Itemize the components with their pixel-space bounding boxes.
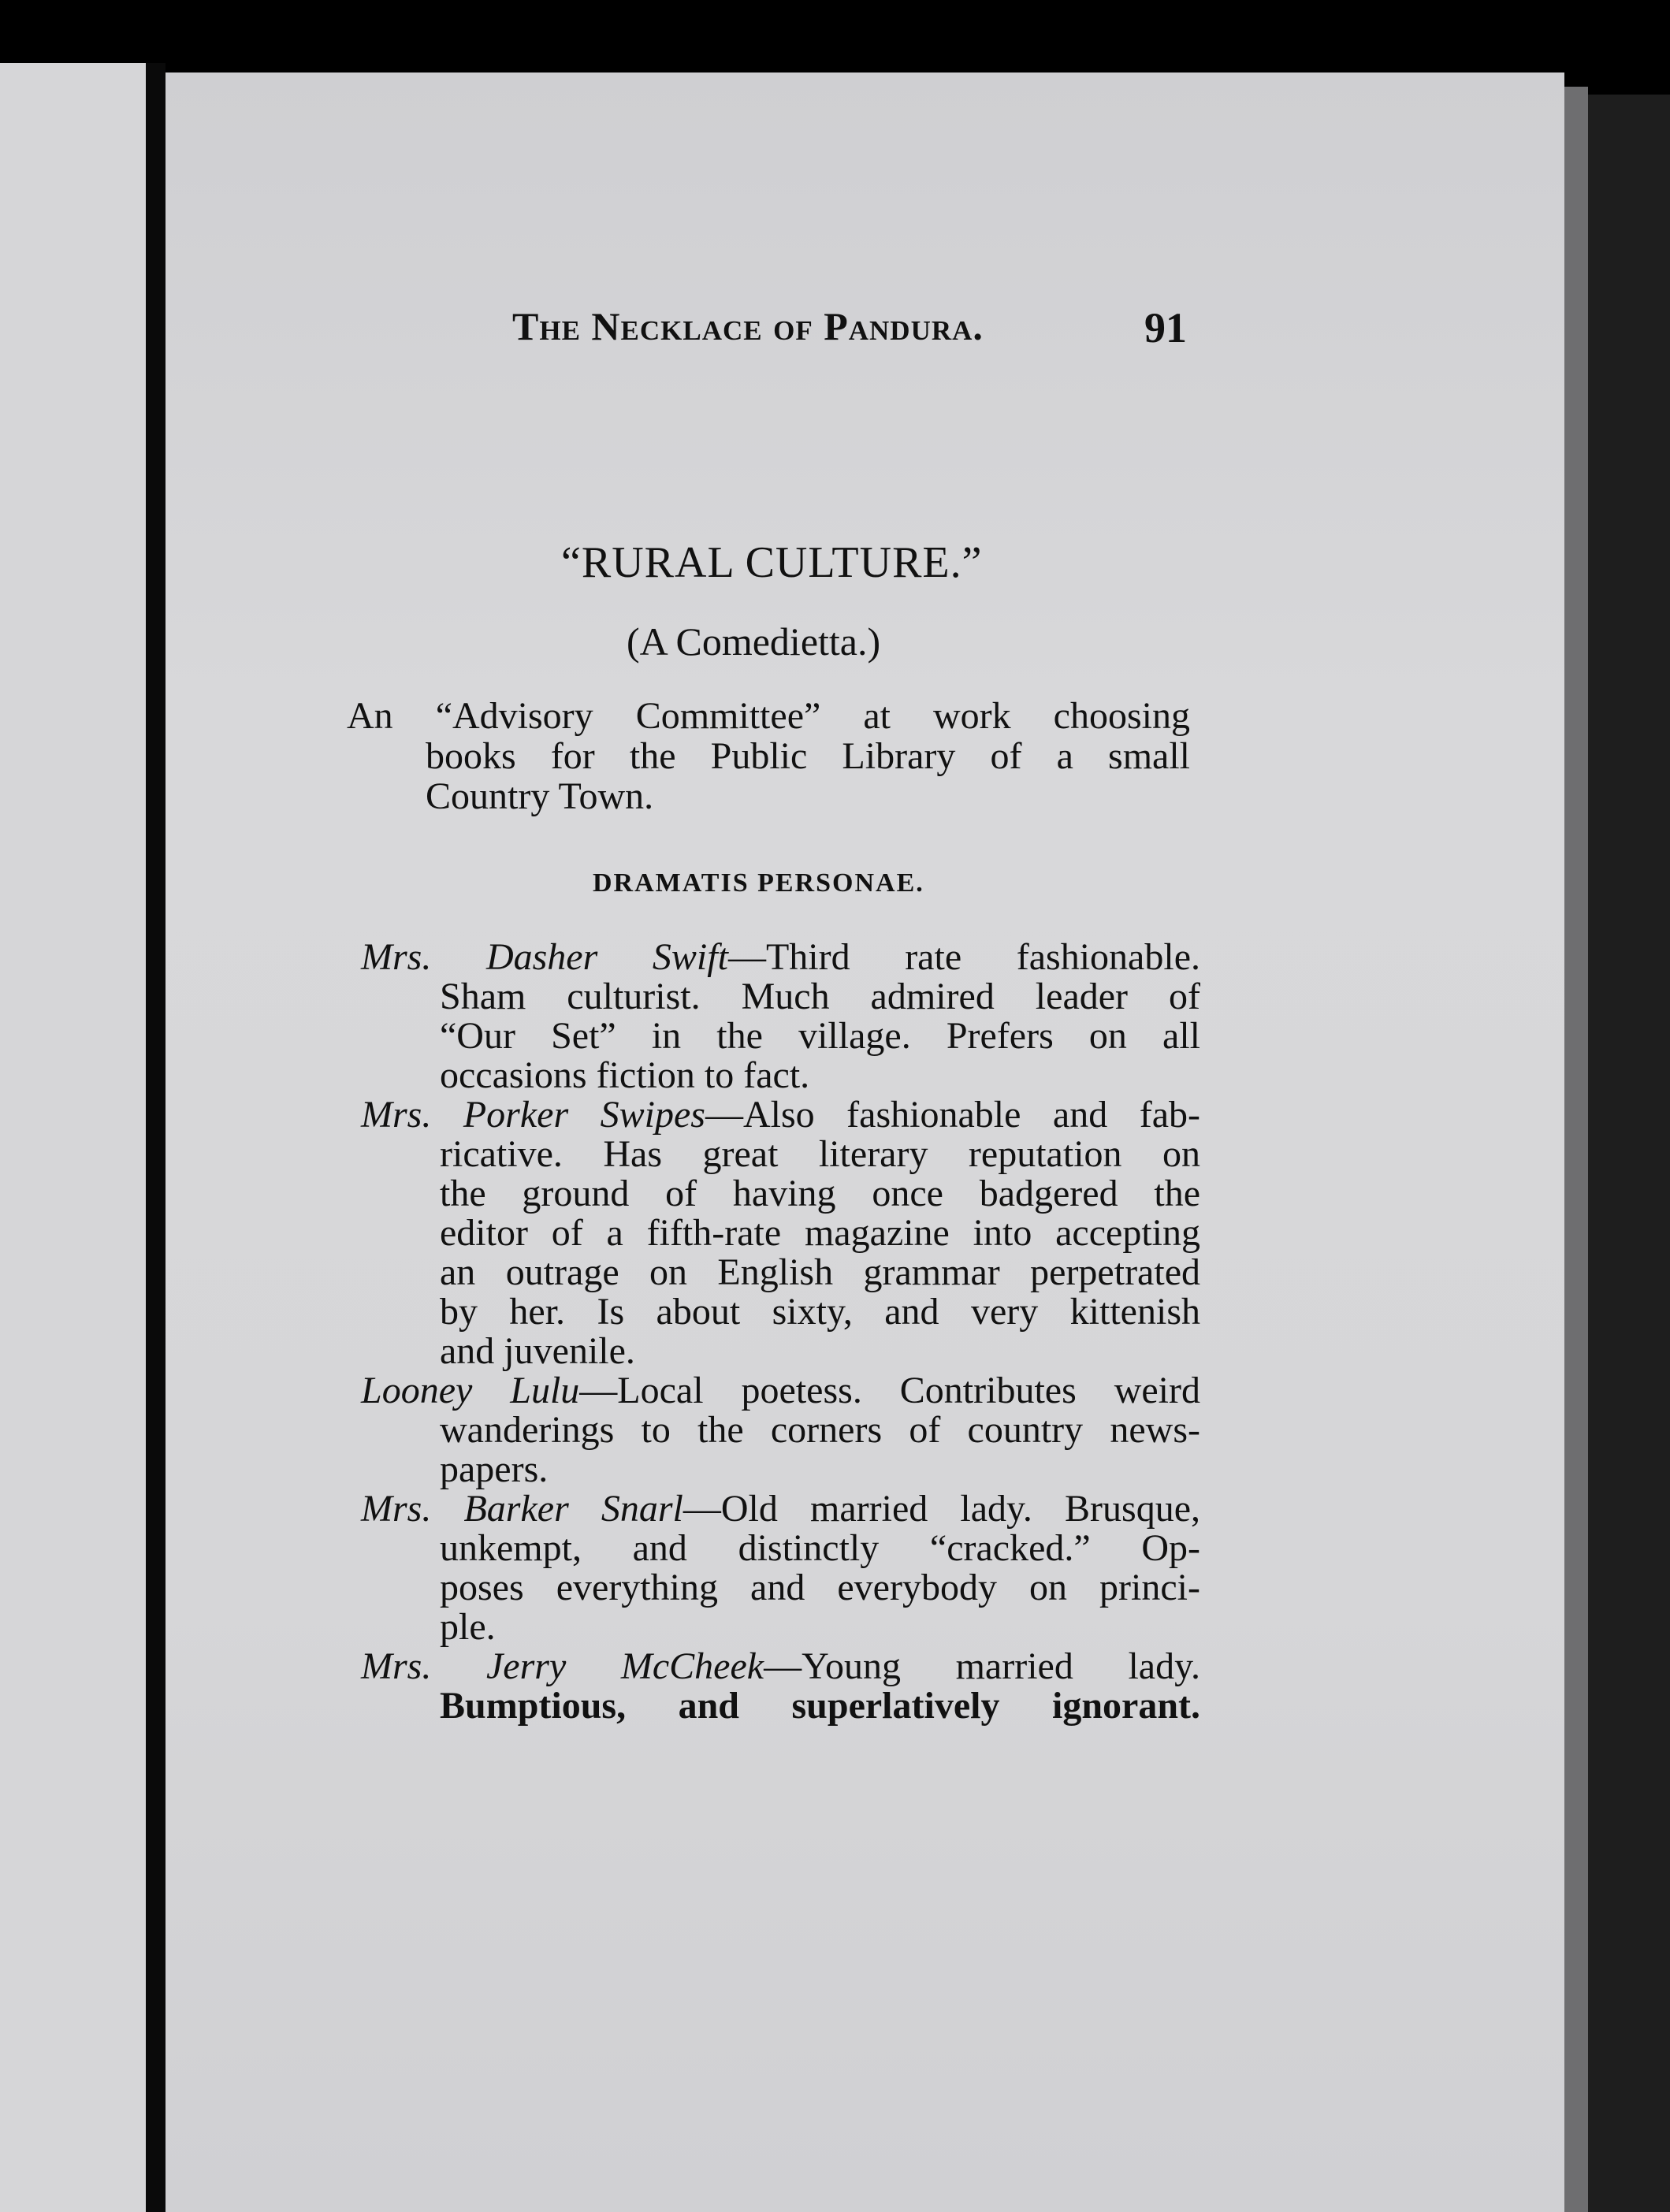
intro-line-1: An “Advisory Committee” at work choosing bbox=[347, 695, 1190, 737]
persona-line: by her. Is about sixty, and very kittenish bbox=[440, 1291, 1200, 1333]
persona-line: Bumptious, and superlatively ignorant. bbox=[440, 1685, 1200, 1727]
book-gutter bbox=[146, 63, 166, 2212]
persona-line: poses everything and everybody on princi- bbox=[440, 1567, 1200, 1608]
persona-line: —Young married lady. bbox=[764, 1645, 1200, 1687]
page-subtitle: (A Comedietta.) bbox=[627, 619, 881, 664]
intro-line-2: books for the Public Library of a small bbox=[426, 735, 1190, 777]
page-title: “RURAL CULTURE.” bbox=[561, 538, 983, 587]
persona-first-line bbox=[361, 1489, 1200, 1529]
page-number: 91 bbox=[1144, 304, 1187, 351]
persona-first-line bbox=[361, 938, 1200, 977]
dramatis-personae-heading: DRAMATIS PERSONAE. bbox=[593, 868, 924, 898]
persona-entry bbox=[361, 938, 1200, 1095]
persona-entry bbox=[361, 1489, 1200, 1647]
persona-first-line bbox=[361, 1647, 1200, 1686]
persona-line: wanderings to the corners of country news- bbox=[440, 1409, 1200, 1451]
book-cover-edge bbox=[1588, 95, 1670, 2212]
persona-line: editor of a fifth-rate magazine into accepting bbox=[440, 1212, 1200, 1254]
persona-line: the ground of having once badgered the bbox=[440, 1173, 1200, 1214]
persona-entry bbox=[361, 1647, 1200, 1726]
persona-line: unkempt, and distinctly “cracked.” Op- bbox=[440, 1527, 1200, 1569]
persona-line: Sham culturist. Much admired leader of bbox=[440, 976, 1200, 1017]
persona-entry bbox=[361, 1095, 1200, 1371]
persona-line: ple. bbox=[440, 1606, 496, 1648]
running-head: The Necklace of Pandura. bbox=[512, 304, 984, 348]
persona-line: and juvenile. bbox=[440, 1330, 635, 1372]
persona-entry bbox=[361, 1371, 1200, 1489]
persona-first-line bbox=[361, 1371, 1200, 1411]
left-page-edge bbox=[0, 63, 146, 2212]
persona-line: —Third rate fashionable. bbox=[727, 936, 1200, 978]
persona-line: —Local poetess. Contributes weird bbox=[579, 1370, 1200, 1411]
page-edge bbox=[1564, 87, 1588, 2212]
persona-line: an outrage on English grammar perpetrated bbox=[440, 1251, 1200, 1293]
persona-name: Mrs. Dasher Swift bbox=[361, 936, 728, 978]
persona-name: Mrs. Barker Snarl bbox=[361, 1488, 683, 1530]
persona-first-line bbox=[361, 1095, 1200, 1135]
persona-line: ricative. Has great literary reputation on bbox=[440, 1133, 1200, 1175]
persona-name: Mrs. Jerry McCheek bbox=[361, 1645, 764, 1687]
persona-name: Looney Lulu bbox=[361, 1370, 580, 1411]
persona-line: occasions fiction to fact. bbox=[440, 1054, 810, 1096]
persona-line: papers. bbox=[440, 1448, 549, 1490]
persona-line: —Old married lady. Brusque, bbox=[683, 1488, 1200, 1530]
persona-line: —Also fashionable and fab- bbox=[705, 1094, 1201, 1136]
intro-line-3: Country Town. bbox=[426, 775, 654, 817]
persona-line: “Our Set” in the village. Prefers on all bbox=[440, 1015, 1200, 1057]
intro-paragraph bbox=[347, 696, 1190, 816]
persona-name: Mrs. Porker Swipes bbox=[361, 1094, 705, 1136]
